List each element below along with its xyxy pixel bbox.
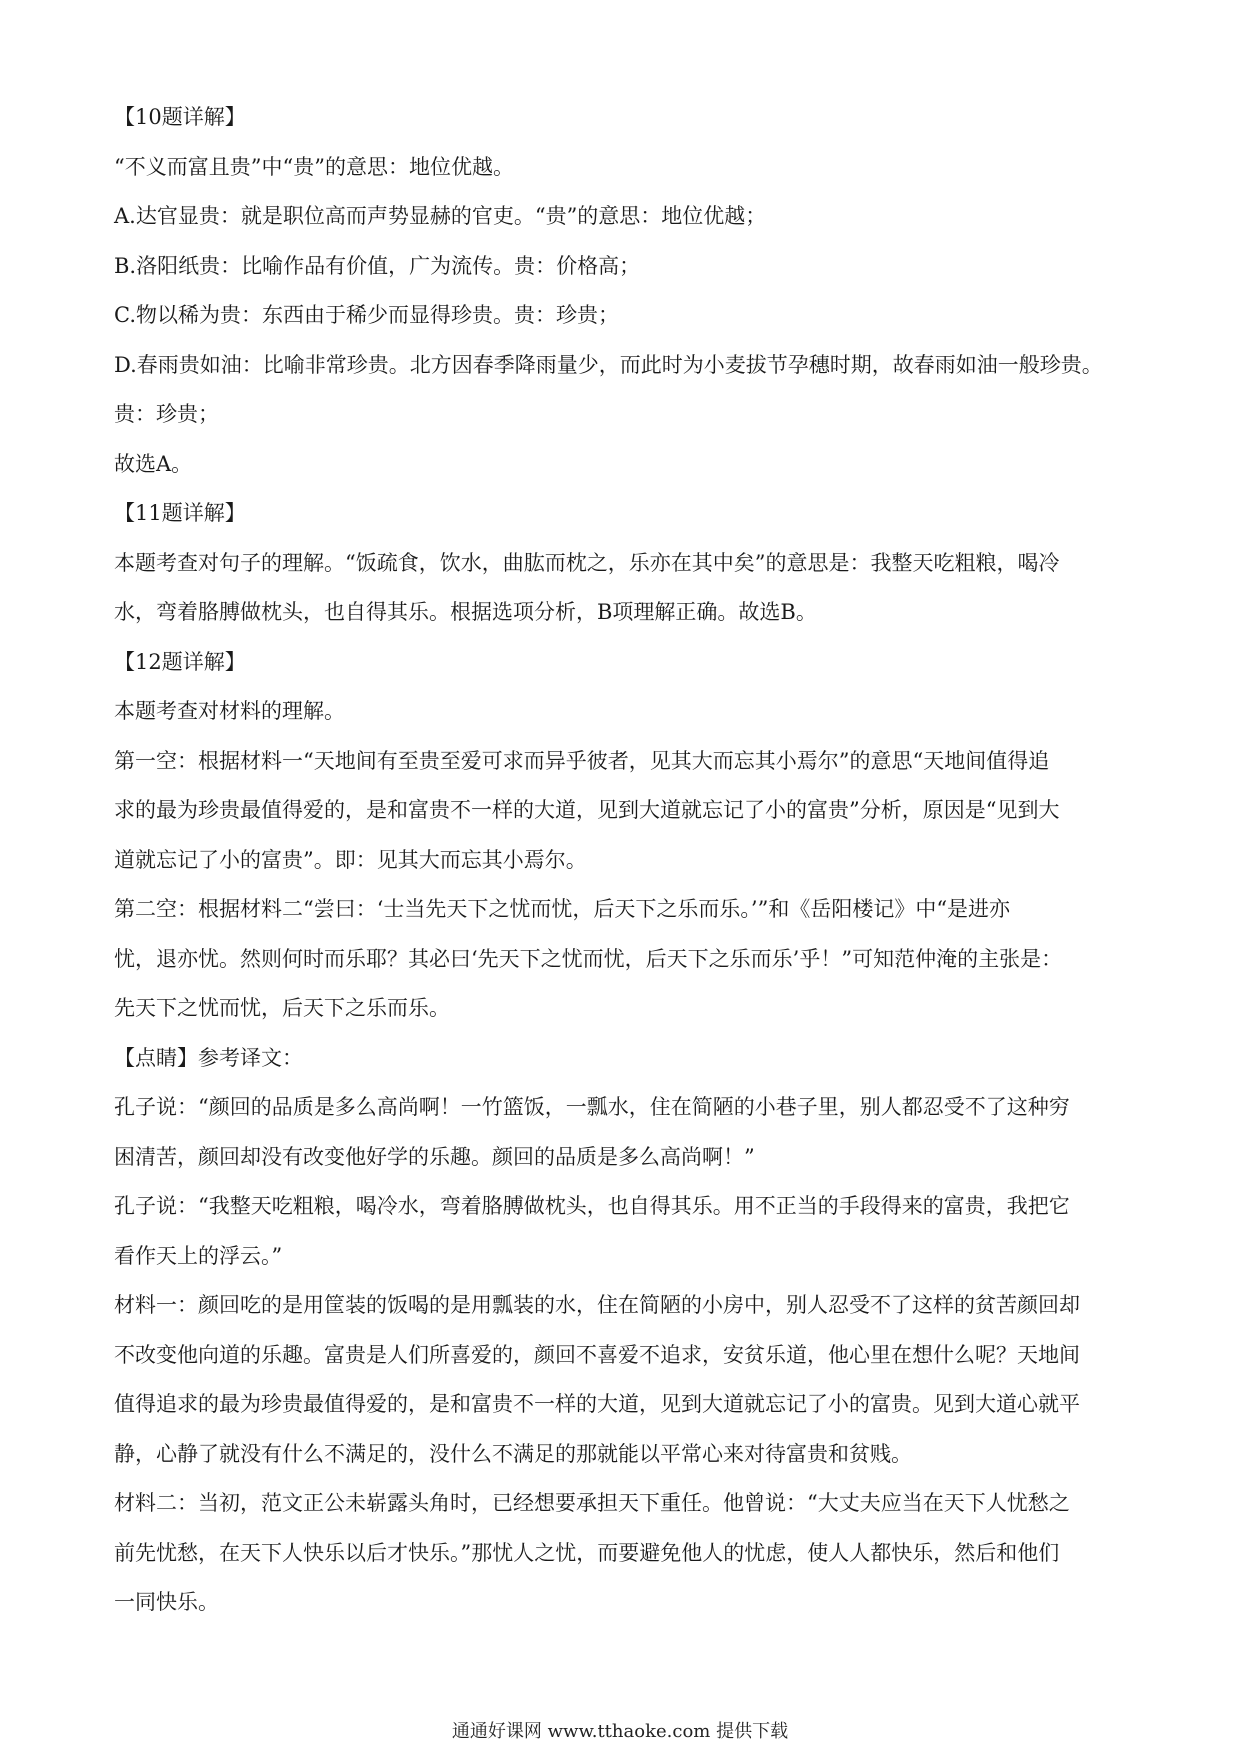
text-line: 孔子说：“颜回的品质是多么高尚啊！一竹篮饭，一瓢水，住在简陋的小巷子里，别人都忍受不了这种穷 xyxy=(114,1095,1070,1119)
document-body xyxy=(114,102,1124,1617)
text-line: 先天下之忧而忧，后天下之乐而乐。 xyxy=(114,996,450,1020)
text-line: 水，弯着胳膊做枕头，也自得其乐。根据选项分析，B项理解正确。故选B。 xyxy=(114,600,817,624)
section-heading: 【10题详解】 xyxy=(114,105,246,129)
text-line: 道就忘记了小的富贵”。即：见其大而忘其小焉尔。 xyxy=(114,847,587,872)
text-line: 故选A。 xyxy=(114,451,193,476)
text-line: 贵：珍贵； xyxy=(114,402,219,426)
text-line: 第一空：根据材料一“天地间有至贵至爱可求而异乎彼者，见其大而忘其小焉尔”的意思“天地间值得追 xyxy=(114,748,1050,773)
text-line: 孔子说：“我整天吃粗粮，喝冷水，弯着胳膊做枕头，也自得其乐。用不正当的手段得来的富贵，我把它 xyxy=(114,1194,1070,1218)
text-line: 困清苦，颜回却没有改变他好学的乐趣。颜回的品质是多么高尚啊！” xyxy=(114,1144,755,1169)
text-line: D.春雨贵如油：比喻非常珍贵。北方因春季降雨量少，而此时为小麦拔节孕穗时期，故春雨如油一般珍贵。 xyxy=(114,352,1103,377)
text-line: C.物以稀为贵：东西由于稀少而显得珍贵。贵：珍贵； xyxy=(114,303,619,327)
text-line: 前先忧愁，在天下人快乐以后才快乐。”那忧人之忧，而要避免他人的忧虑，使人人都快乐，然后和他们 xyxy=(114,1540,1060,1565)
text-line: A.达官显贵：就是职位高而声势显赫的官吏。“贵”的意思：地位优越； xyxy=(114,204,767,228)
section-heading: 【点睛】参考译文： xyxy=(114,1045,303,1070)
section-heading: 【11题详解】 xyxy=(114,501,246,525)
text-line: 不改变他向道的乐趣。富贵是人们所喜爱的，颜回不喜爱不追求，安贫乐道，他心里在想什么呢？天地间 xyxy=(114,1342,1080,1367)
text-line: 材料一：颜回吃的是用筐装的饭喝的是用瓢装的水，住在简陋的小房中，别人忍受不了这样的贫苦颜回却 xyxy=(114,1293,1080,1317)
text-line: 静，心静了就没有什么不满足的，没什么不满足的那就能以平常心来对待富贵和贫贱。 xyxy=(114,1441,912,1466)
text-line: 材料二：当初，范文正公未崭露头角时，已经想要承担天下重任。他曾说：“大丈夫应当在天下人忧愁之 xyxy=(114,1491,1070,1515)
page-footer: 通通好课网 www.tthaoke.com 提供下载 xyxy=(451,1721,789,1742)
section-heading: 【12题详解】 xyxy=(114,649,246,674)
text-line: 看作天上的浮云。” xyxy=(114,1243,283,1268)
text-line: B.洛阳纸贵：比喻作品有价值，广为流传。贵：价格高； xyxy=(114,253,641,278)
text-line: 值得追求的最为珍贵最值得爱的，是和富贵不一样的大道，见到大道就忘记了小的富贵。见到大道心就平 xyxy=(114,1392,1080,1416)
text-line: 本题考查对材料的理解。 xyxy=(114,699,345,723)
text-line: 第二空：根据材料二“尝曰：‘士当先天下之忧而忧，后天下之乐而乐。’”和《岳阳楼记》中“是进亦 xyxy=(114,897,1011,921)
text-line: 忧，退亦忧。然则何时而乐耶？其必曰‘先天下之忧而忧，后天下之乐而乐’乎！”可知范仲淹的主张是： xyxy=(114,946,1063,971)
text-line: “不义而富且贵”中“贵”的意思：地位优越。 xyxy=(114,154,514,179)
text-line: 求的最为珍贵最值得爱的，是和富贵不一样的大道，见到大道就忘记了小的富贵”分析，原因是“见到大 xyxy=(114,798,1060,822)
text-line: 一同快乐。 xyxy=(114,1590,219,1614)
text-line: 本题考查对句子的理解。“饭疏食，饮水，曲肱而枕之，乐亦在其中矣”的意思是：我整天吃粗粮，喝冷 xyxy=(114,550,1060,575)
